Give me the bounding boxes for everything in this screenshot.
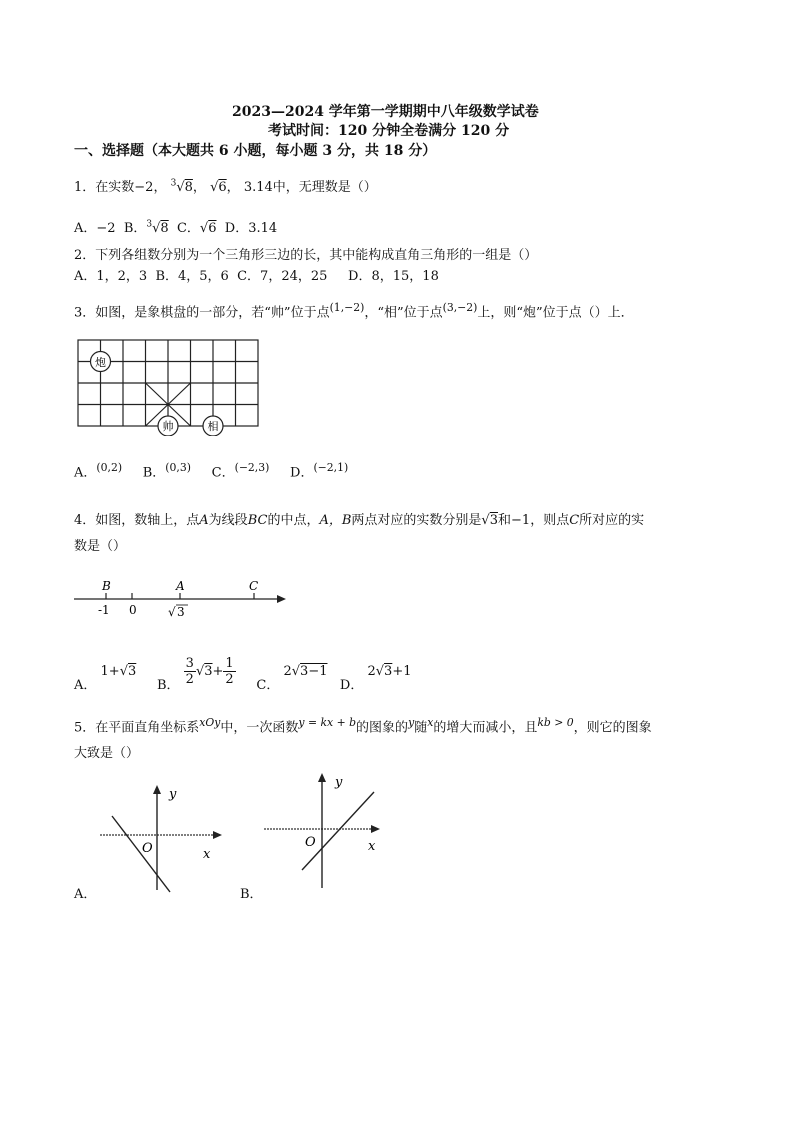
chessboard-figure bbox=[74, 336, 264, 436]
question-2-stem: 2．下列各组数分别为一个三角形三边的长，其中能构成直角三角形的一组是（） bbox=[74, 248, 538, 263]
option-a-label: A． bbox=[74, 887, 97, 902]
graph-option-a bbox=[98, 778, 228, 893]
question-5-stem: 5．在平面直角坐标系$^{xOy}$中，一次函数$^{y = kx + b}$的图象的$^y$随$^x$的增大而减小，且$^{kb > 0}$，则它的图象 bbox=[74, 716, 652, 736]
piece-shuai bbox=[158, 416, 178, 436]
svg-text:x: x bbox=[203, 847, 211, 862]
svg-text:炮: 炮 bbox=[95, 356, 106, 369]
option-b-label: B． bbox=[240, 887, 263, 902]
question-4-stem-line2: 数是（） bbox=[74, 539, 127, 554]
question-5-stem-line2: 大致是（） bbox=[74, 746, 140, 761]
question-2-options: A．1，2，3 B．4，5，6 C．7，24，25 D．8，15，18 bbox=[74, 269, 439, 284]
question-3-stem: 3．如图，是象棋盘的一部分，若“帅”位于点$^{(1,-2)}$，“相”位于点$^{(3,-2)}$上，则“炮”位于点（）上． bbox=[74, 301, 634, 321]
question-4-options: A． 1+√3 B． $\frac{3}{2}$ √3+ $\frac{1}{2}$ C． 2√3−1 D． 2√3+1 bbox=[74, 656, 412, 693]
svg-text:C: C bbox=[249, 579, 259, 593]
svg-text:A: A bbox=[176, 579, 185, 593]
question-1-stem: 1．在实数−2， $^3$√8， √6， 3.14中，无理数是（） bbox=[74, 178, 377, 195]
svg-text:相: 相 bbox=[207, 420, 219, 433]
svg-text:y: y bbox=[335, 775, 343, 790]
svg-text:B: B bbox=[102, 579, 111, 593]
section-heading: 一、选择题（本大题共 6 小题，每小题 3 分，共 18 分） bbox=[74, 143, 437, 159]
exam-title: 2023—2024 学年第一学期期中八年级数学试卷 bbox=[232, 104, 539, 120]
svg-text:3: 3 bbox=[177, 605, 185, 619]
question-1-options: A．−2 B．$^3$√8 C．√6 D．3.14 bbox=[74, 219, 278, 236]
exam-subtitle: 考试时间：120 分钟全卷满分 120 分 bbox=[268, 123, 510, 139]
svg-text:√: √ bbox=[168, 605, 176, 619]
svg-text:-1: -1 bbox=[98, 603, 110, 617]
svg-text:0: 0 bbox=[129, 603, 137, 617]
question-3-options: A．$^{(0,2)}$ B．$^{(0,3)}$ C．$^{(-2,3)}$ D．$^{(-2,1)}$ bbox=[74, 461, 349, 481]
piece-xiang bbox=[203, 416, 223, 436]
graph-option-b bbox=[262, 770, 392, 890]
svg-text:O: O bbox=[305, 835, 316, 850]
question-4-stem: 4．如图，数轴上，点A为线段BC的中点，A，B两点对应的实数分别是√3和−1，则点C所对应的实 bbox=[74, 513, 645, 528]
svg-text:y: y bbox=[169, 787, 177, 802]
svg-text:帅: 帅 bbox=[162, 420, 174, 433]
piece-pao bbox=[91, 352, 111, 372]
svg-text:O: O bbox=[142, 841, 153, 856]
number-line-figure bbox=[72, 572, 292, 632]
svg-text:x: x bbox=[368, 839, 376, 854]
